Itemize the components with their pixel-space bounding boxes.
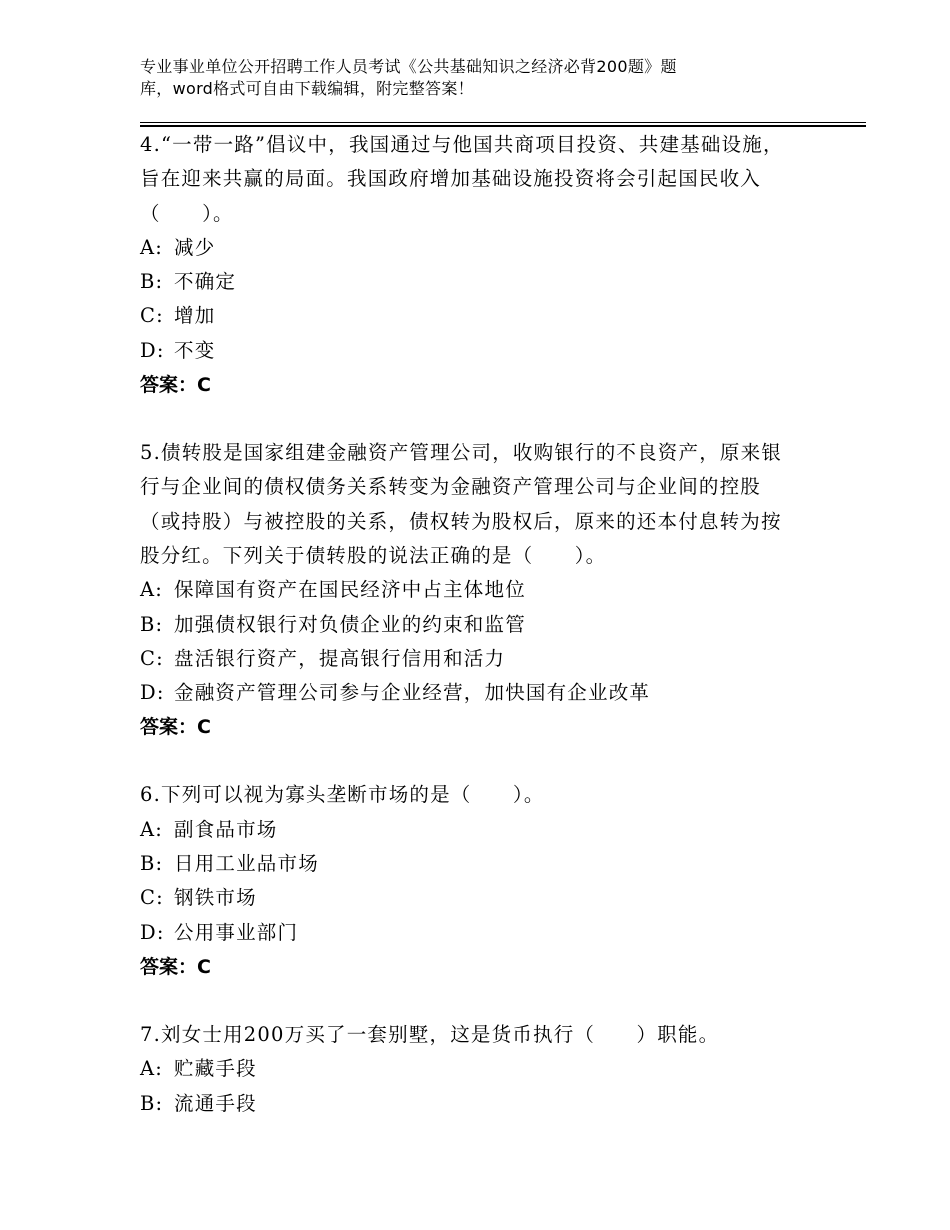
question-text: 7.刘女士用200万买了一套别墅，这是货币执行（ ）职能。 [140, 1022, 720, 1046]
question-4 [140, 128, 800, 402]
header-rule-thick [140, 125, 866, 127]
option-d [140, 916, 800, 950]
option-letter: D: [140, 681, 165, 705]
option-text: 贮藏手段 [174, 1057, 257, 1081]
answer-line: 答案：C [140, 955, 211, 978]
option-d [140, 334, 800, 368]
page-header [140, 56, 780, 100]
option-a [140, 573, 800, 607]
option-letter: D: [140, 338, 165, 362]
option-letter: B: [140, 612, 164, 636]
option-b [140, 1087, 800, 1121]
option-letter: C: [140, 886, 164, 910]
option-text: 保障国有资产在国民经济中占主体地位 [174, 578, 526, 602]
option-letter: B: [140, 270, 164, 294]
option-text: 日用工业品市场 [174, 852, 319, 876]
question-7 [140, 1018, 800, 1121]
question-5 [140, 436, 800, 744]
option-text: 不确定 [174, 270, 237, 294]
option-letter: A: [140, 817, 164, 841]
option-letter: B: [140, 1091, 164, 1115]
option-letter: B: [140, 852, 164, 876]
option-text: 流通手段 [174, 1091, 257, 1115]
question-text: 6.下列可以视为寡头垄断市场的是（ ）。 [140, 783, 545, 807]
question-text: 4.“一带一路”倡议中，我国通过与他国共商项目投资、共建基础设施，旨在迎来共赢的局面。我国政府增加基础设施投资将会引起国民收入（ ）。 [140, 133, 784, 225]
option-text: 盘活银行资产，提高银行信用和活力 [174, 646, 506, 670]
option-text: 金融资产管理公司参与企业经营，加快国有企业改革 [174, 681, 651, 705]
option-c [140, 642, 800, 676]
option-a [140, 1052, 800, 1086]
option-letter: D: [140, 920, 165, 944]
header-rule-thin [140, 122, 866, 123]
option-letter: C: [140, 304, 164, 328]
option-letter: A: [140, 1057, 164, 1081]
option-b [140, 608, 800, 642]
option-text: 公用事业部门 [174, 920, 299, 944]
option-c [140, 299, 800, 333]
question-text: 5.债转股是国家组建金融资产管理公司，收购银行的不良资产，原来银行与企业间的债权债务关系转变为金融资产管理公司与企业间的控股（或持股）与被控股的关系，债权转为股权后，原来的还本付息转为按股分红。下列关于债转股的说法正确的是（ ）。 [140, 441, 783, 567]
option-text: 副食品市场 [174, 817, 278, 841]
option-text: 钢铁市场 [174, 886, 257, 910]
option-text: 减少 [174, 235, 216, 259]
header-line-1: 专业事业单位公开招聘工作人员考试《公共基础知识之经济必背200题》题 [140, 57, 677, 76]
answer-line: 答案：C [140, 374, 211, 397]
option-a [140, 231, 800, 265]
option-d [140, 676, 800, 710]
option-b [140, 265, 800, 299]
option-letter: A: [140, 578, 164, 602]
question-6 [140, 778, 800, 983]
option-text: 增加 [174, 304, 216, 328]
option-c [140, 881, 800, 915]
header-line-2: 库，word格式可自由下载编辑，附完整答案！ [140, 79, 474, 98]
option-letter: A: [140, 235, 164, 259]
option-b [140, 847, 800, 881]
option-text: 加强债权银行对负债企业的约束和监管 [174, 612, 526, 636]
option-text: 不变 [174, 338, 216, 362]
question-list [140, 128, 800, 1155]
answer-line: 答案：C [140, 716, 211, 739]
option-letter: C: [140, 646, 164, 670]
option-a [140, 813, 800, 847]
